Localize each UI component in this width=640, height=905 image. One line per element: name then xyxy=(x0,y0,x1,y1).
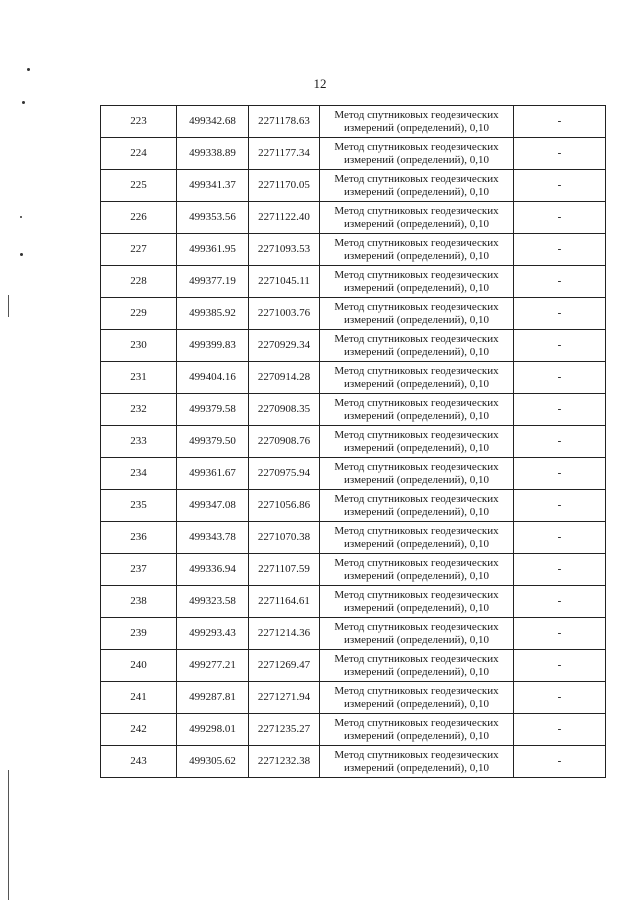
x-coordinate-cell: 499293.43 xyxy=(177,618,249,650)
x-coordinate-cell: 499404.16 xyxy=(177,362,249,394)
description-cell: - xyxy=(514,682,606,714)
method-line-1: Метод спутниковых геодезических xyxy=(334,556,499,569)
method-line-2: измерений (определений), 0,10 xyxy=(344,153,489,166)
table-row xyxy=(101,234,606,266)
table-row xyxy=(101,746,606,778)
description-cell: - xyxy=(514,650,606,682)
table-row xyxy=(101,554,606,586)
point-number-cell: 232 xyxy=(101,394,177,426)
point-number-cell: 234 xyxy=(101,458,177,490)
method-line-2: измерений (определений), 0,10 xyxy=(344,729,489,742)
method-line-1: Метод спутниковых геодезических xyxy=(334,588,499,601)
method-cell xyxy=(320,298,514,330)
table-row xyxy=(101,714,606,746)
method-line-1: Метод спутниковых геодезических xyxy=(334,140,499,153)
point-number-cell: 235 xyxy=(101,490,177,522)
point-number-cell: 226 xyxy=(101,202,177,234)
y-coordinate-cell: 2271271.94 xyxy=(249,682,320,714)
method-line-1: Метод спутниковых геодезических xyxy=(334,492,499,505)
point-number-cell: 238 xyxy=(101,586,177,618)
point-number-cell: 239 xyxy=(101,618,177,650)
scan-speck xyxy=(27,68,30,71)
description-cell: - xyxy=(514,586,606,618)
table-row xyxy=(101,490,606,522)
method-line-2: измерений (определений), 0,10 xyxy=(344,633,489,646)
x-coordinate-cell: 499341.37 xyxy=(177,170,249,202)
description-cell: - xyxy=(514,490,606,522)
point-number-cell: 225 xyxy=(101,170,177,202)
table-row xyxy=(101,362,606,394)
y-coordinate-cell: 2271214.36 xyxy=(249,618,320,650)
table-row xyxy=(101,458,606,490)
point-number-cell: 229 xyxy=(101,298,177,330)
point-number-cell: 227 xyxy=(101,234,177,266)
point-number-cell: 243 xyxy=(101,746,177,778)
method-line-2: измерений (определений), 0,10 xyxy=(344,313,489,326)
table-row xyxy=(101,394,606,426)
point-number-cell: 242 xyxy=(101,714,177,746)
point-number-cell: 231 xyxy=(101,362,177,394)
method-line-2: измерений (определений), 0,10 xyxy=(344,569,489,582)
table-row xyxy=(101,586,606,618)
method-line-2: измерений (определений), 0,10 xyxy=(344,217,489,230)
point-number-cell: 237 xyxy=(101,554,177,586)
method-line-1: Метод спутниковых геодезических xyxy=(334,524,499,537)
description-cell: - xyxy=(514,522,606,554)
method-line-2: измерений (определений), 0,10 xyxy=(344,249,489,262)
description-cell: - xyxy=(514,746,606,778)
x-coordinate-cell: 499377.19 xyxy=(177,266,249,298)
method-cell xyxy=(320,490,514,522)
scan-speck xyxy=(22,101,25,104)
method-cell xyxy=(320,618,514,650)
point-number-cell: 240 xyxy=(101,650,177,682)
method-line-1: Метод спутниковых геодезических xyxy=(334,748,499,761)
coordinates-table-body xyxy=(101,106,606,778)
method-line-2: измерений (определений), 0,10 xyxy=(344,377,489,390)
method-line-2: измерений (определений), 0,10 xyxy=(344,441,489,454)
method-line-1: Метод спутниковых геодезических xyxy=(334,300,499,313)
method-cell xyxy=(320,394,514,426)
y-coordinate-cell: 2271177.34 xyxy=(249,138,320,170)
method-cell xyxy=(320,650,514,682)
x-coordinate-cell: 499379.50 xyxy=(177,426,249,458)
y-coordinate-cell: 2271235.27 xyxy=(249,714,320,746)
scan-speck xyxy=(20,216,22,218)
method-line-2: измерений (определений), 0,10 xyxy=(344,665,489,678)
table-row xyxy=(101,138,606,170)
method-line-1: Метод спутниковых геодезических xyxy=(334,268,499,281)
method-line-2: измерений (определений), 0,10 xyxy=(344,345,489,358)
method-line-2: измерений (определений), 0,10 xyxy=(344,537,489,550)
table-row xyxy=(101,106,606,138)
method-line-1: Метод спутниковых геодезических xyxy=(334,428,499,441)
y-coordinate-cell: 2271178.63 xyxy=(249,106,320,138)
y-coordinate-cell: 2270908.35 xyxy=(249,394,320,426)
method-cell xyxy=(320,714,514,746)
description-cell: - xyxy=(514,234,606,266)
x-coordinate-cell: 499385.92 xyxy=(177,298,249,330)
description-cell: - xyxy=(514,202,606,234)
method-line-2: измерений (определений), 0,10 xyxy=(344,505,489,518)
y-coordinate-cell: 2271269.47 xyxy=(249,650,320,682)
point-number-cell: 236 xyxy=(101,522,177,554)
description-cell: - xyxy=(514,266,606,298)
y-coordinate-cell: 2270908.76 xyxy=(249,426,320,458)
x-coordinate-cell: 499305.62 xyxy=(177,746,249,778)
description-cell: - xyxy=(514,138,606,170)
method-line-1: Метод спутниковых геодезических xyxy=(334,204,499,217)
x-coordinate-cell: 499342.68 xyxy=(177,106,249,138)
x-coordinate-cell: 499347.08 xyxy=(177,490,249,522)
point-number-cell: 223 xyxy=(101,106,177,138)
scan-edge-mark xyxy=(8,295,9,317)
method-cell xyxy=(320,138,514,170)
method-line-2: измерений (определений), 0,10 xyxy=(344,185,489,198)
x-coordinate-cell: 499277.21 xyxy=(177,650,249,682)
method-line-1: Метод спутниковых геодезических xyxy=(334,236,499,249)
y-coordinate-cell: 2270914.28 xyxy=(249,362,320,394)
x-coordinate-cell: 499343.78 xyxy=(177,522,249,554)
method-cell xyxy=(320,586,514,618)
method-line-1: Метод спутниковых геодезических xyxy=(334,684,499,697)
method-cell xyxy=(320,170,514,202)
method-cell xyxy=(320,234,514,266)
method-line-2: измерений (определений), 0,10 xyxy=(344,761,489,774)
method-line-1: Метод спутниковых геодезических xyxy=(334,460,499,473)
description-cell: - xyxy=(514,394,606,426)
y-coordinate-cell: 2271045.11 xyxy=(249,266,320,298)
point-number-cell: 241 xyxy=(101,682,177,714)
description-cell: - xyxy=(514,458,606,490)
x-coordinate-cell: 499361.67 xyxy=(177,458,249,490)
method-cell xyxy=(320,746,514,778)
x-coordinate-cell: 499336.94 xyxy=(177,554,249,586)
description-cell: - xyxy=(514,714,606,746)
table-row xyxy=(101,202,606,234)
point-number-cell: 224 xyxy=(101,138,177,170)
x-coordinate-cell: 499323.58 xyxy=(177,586,249,618)
method-line-2: измерений (определений), 0,10 xyxy=(344,121,489,134)
method-line-1: Метод спутниковых геодезических xyxy=(334,396,499,409)
method-line-2: измерений (определений), 0,10 xyxy=(344,281,489,294)
y-coordinate-cell: 2271070.38 xyxy=(249,522,320,554)
method-cell xyxy=(320,554,514,586)
y-coordinate-cell: 2271122.40 xyxy=(249,202,320,234)
table-row xyxy=(101,522,606,554)
method-line-1: Метод спутниковых геодезических xyxy=(334,620,499,633)
description-cell: - xyxy=(514,426,606,458)
x-coordinate-cell: 499287.81 xyxy=(177,682,249,714)
table-row xyxy=(101,682,606,714)
point-number-cell: 228 xyxy=(101,266,177,298)
method-cell xyxy=(320,522,514,554)
method-line-2: измерений (определений), 0,10 xyxy=(344,473,489,486)
x-coordinate-cell: 499379.58 xyxy=(177,394,249,426)
y-coordinate-cell: 2271093.53 xyxy=(249,234,320,266)
method-line-2: измерений (определений), 0,10 xyxy=(344,697,489,710)
method-line-1: Метод спутниковых геодезических xyxy=(334,652,499,665)
y-coordinate-cell: 2271056.86 xyxy=(249,490,320,522)
y-coordinate-cell: 2271003.76 xyxy=(249,298,320,330)
page-number: 12 xyxy=(313,76,327,91)
description-cell: - xyxy=(514,298,606,330)
point-number-cell: 233 xyxy=(101,426,177,458)
table-row xyxy=(101,170,606,202)
x-coordinate-cell: 499298.01 xyxy=(177,714,249,746)
description-cell: - xyxy=(514,106,606,138)
point-number-cell: 230 xyxy=(101,330,177,362)
description-cell: - xyxy=(514,618,606,650)
method-line-1: Метод спутниковых геодезических xyxy=(334,108,499,121)
method-cell xyxy=(320,458,514,490)
y-coordinate-cell: 2271232.38 xyxy=(249,746,320,778)
method-cell xyxy=(320,682,514,714)
table-row xyxy=(101,298,606,330)
method-cell xyxy=(320,266,514,298)
y-coordinate-cell: 2270975.94 xyxy=(249,458,320,490)
x-coordinate-cell: 499399.83 xyxy=(177,330,249,362)
method-cell xyxy=(320,362,514,394)
x-coordinate-cell: 499338.89 xyxy=(177,138,249,170)
y-coordinate-cell: 2270929.34 xyxy=(249,330,320,362)
method-line-1: Метод спутниковых геодезических xyxy=(334,332,499,345)
table-row xyxy=(101,618,606,650)
coordinates-table xyxy=(100,105,606,778)
scan-speck xyxy=(20,253,23,256)
description-cell: - xyxy=(514,330,606,362)
method-line-2: измерений (определений), 0,10 xyxy=(344,409,489,422)
y-coordinate-cell: 2271164.61 xyxy=(249,586,320,618)
x-coordinate-cell: 499361.95 xyxy=(177,234,249,266)
method-line-2: измерений (определений), 0,10 xyxy=(344,601,489,614)
method-line-1: Метод спутниковых геодезических xyxy=(334,172,499,185)
scan-edge-mark xyxy=(8,770,9,900)
table-row xyxy=(101,650,606,682)
description-cell: - xyxy=(514,362,606,394)
table-row xyxy=(101,330,606,362)
method-cell xyxy=(320,106,514,138)
method-line-1: Метод спутниковых геодезических xyxy=(334,716,499,729)
method-cell xyxy=(320,330,514,362)
method-cell xyxy=(320,426,514,458)
description-cell: - xyxy=(514,554,606,586)
table-row xyxy=(101,426,606,458)
x-coordinate-cell: 499353.56 xyxy=(177,202,249,234)
y-coordinate-cell: 2271107.59 xyxy=(249,554,320,586)
method-line-1: Метод спутниковых геодезических xyxy=(334,364,499,377)
description-cell: - xyxy=(514,170,606,202)
table-row xyxy=(101,266,606,298)
method-cell xyxy=(320,202,514,234)
y-coordinate-cell: 2271170.05 xyxy=(249,170,320,202)
